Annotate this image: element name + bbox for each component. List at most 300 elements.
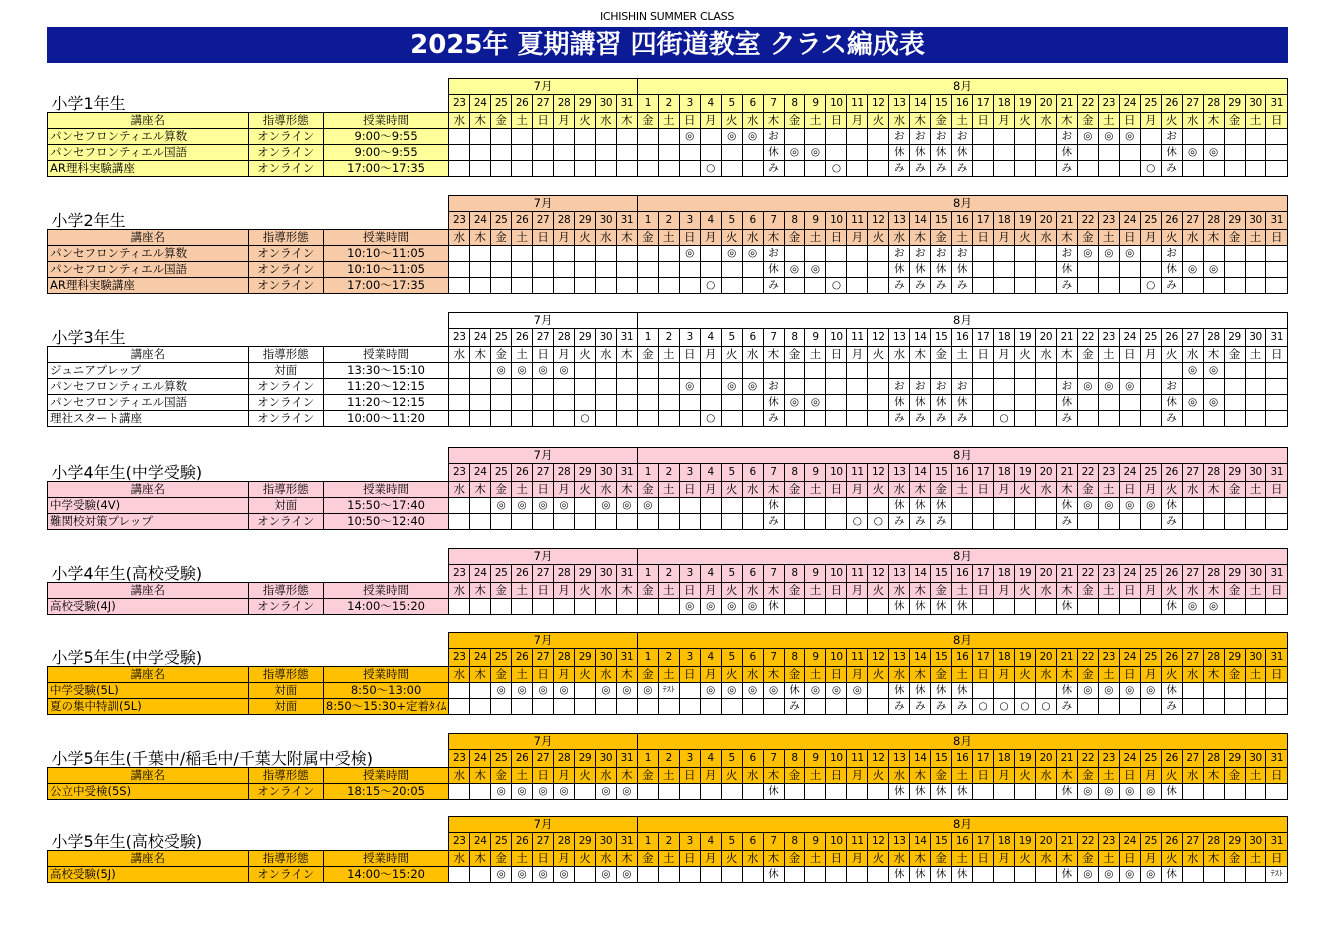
schedule-mark-cell bbox=[1224, 682, 1245, 698]
header-course: 講座名 bbox=[48, 112, 249, 128]
schedule-mark-cell bbox=[595, 394, 616, 410]
schedule-section bbox=[47, 733, 1289, 800]
weekday-cell: 月 bbox=[554, 112, 575, 128]
date-cell: 19 bbox=[1015, 464, 1036, 482]
date-cell: 27 bbox=[1182, 833, 1203, 851]
schedule-mark-cell bbox=[512, 513, 533, 529]
schedule-mark-cell bbox=[1245, 410, 1266, 426]
schedule-mark-cell bbox=[784, 160, 805, 176]
date-cell: 29 bbox=[1224, 212, 1245, 230]
date-cell: 9 bbox=[805, 95, 826, 113]
schedule-mark-cell: ◎ bbox=[554, 866, 575, 882]
schedule-mark-cell bbox=[805, 277, 826, 293]
date-cell: 11 bbox=[847, 464, 868, 482]
schedule-mark-cell: み bbox=[763, 513, 784, 529]
schedule-mark-cell bbox=[700, 261, 721, 277]
schedule-mark-cell bbox=[1245, 261, 1266, 277]
date-cell: 26 bbox=[512, 95, 533, 113]
schedule-mark-cell bbox=[784, 378, 805, 394]
date-cell: 15 bbox=[931, 565, 952, 583]
schedule-mark-cell bbox=[1224, 378, 1245, 394]
schedule-mark-cell bbox=[742, 144, 763, 160]
weekday-cell: 金 bbox=[784, 346, 805, 362]
schedule-mark-cell bbox=[1035, 783, 1056, 799]
schedule-mark-cell: 休 bbox=[1161, 598, 1182, 614]
schedule-mark-cell bbox=[805, 128, 826, 144]
date-cell: 31 bbox=[1266, 212, 1288, 230]
weekday-cell: 月 bbox=[1140, 767, 1161, 783]
date-cell: 8 bbox=[784, 329, 805, 347]
schedule-mark-cell: 休 bbox=[952, 144, 973, 160]
schedule-mark-cell: ◎ bbox=[554, 783, 575, 799]
date-cell: 22 bbox=[1077, 95, 1098, 113]
weekday-cell: 木 bbox=[616, 112, 637, 128]
weekday-cell: 木 bbox=[470, 850, 491, 866]
weekday-cell: 日 bbox=[826, 666, 847, 682]
schedule-mark-cell: お bbox=[889, 128, 910, 144]
schedule-mark-cell bbox=[1098, 277, 1119, 293]
schedule-mark-cell bbox=[826, 698, 847, 714]
schedule-mark-cell bbox=[470, 598, 491, 614]
schedule-mark-cell: ◎ bbox=[1077, 245, 1098, 261]
weekday-cell: 日 bbox=[533, 481, 554, 497]
weekday-cell: 火 bbox=[1015, 582, 1036, 598]
schedule-mark-cell bbox=[973, 160, 994, 176]
schedule-mark-cell bbox=[763, 362, 784, 378]
schedule-mark-cell: み bbox=[889, 410, 910, 426]
date-cell: 15 bbox=[931, 649, 952, 667]
spacer bbox=[48, 448, 449, 464]
schedule-mark-cell bbox=[658, 394, 679, 410]
course-mode: オンライン bbox=[248, 261, 323, 277]
schedule-mark-cell bbox=[1015, 394, 1036, 410]
weekday-cell: 月 bbox=[994, 229, 1015, 245]
schedule-mark-cell bbox=[784, 783, 805, 799]
schedule-mark-cell bbox=[491, 598, 512, 614]
course-mode: オンライン bbox=[248, 410, 323, 426]
date-cell: 31 bbox=[1266, 464, 1288, 482]
schedule-mark-cell: ◎ bbox=[742, 378, 763, 394]
schedule-mark-cell: ◎ bbox=[742, 128, 763, 144]
schedule-mark-cell bbox=[1266, 362, 1288, 378]
schedule-mark-cell: ◎ bbox=[1182, 598, 1203, 614]
weekday-cell: 土 bbox=[1098, 229, 1119, 245]
schedule-mark-cell bbox=[1119, 261, 1140, 277]
schedule-mark-cell bbox=[1035, 598, 1056, 614]
schedule-mark-cell: み bbox=[910, 277, 931, 293]
schedule-mark-cell bbox=[554, 245, 575, 261]
schedule-mark-cell bbox=[595, 261, 616, 277]
course-row bbox=[48, 866, 1288, 882]
schedule-mark-cell bbox=[637, 698, 658, 714]
weekday-cell: 金 bbox=[1224, 850, 1245, 866]
schedule-mark-cell bbox=[470, 128, 491, 144]
weekday-cell: 金 bbox=[931, 582, 952, 598]
date-cell: 1 bbox=[637, 750, 658, 768]
schedule-mark-cell: ◎ bbox=[679, 128, 700, 144]
date-cell: 3 bbox=[679, 329, 700, 347]
course-time: 10:10～11:05 bbox=[323, 245, 448, 261]
date-cell: 31 bbox=[1266, 750, 1288, 768]
date-cell: 5 bbox=[721, 565, 742, 583]
schedule-mark-cell bbox=[994, 128, 1015, 144]
date-cell: 8 bbox=[784, 212, 805, 230]
schedule-mark-cell bbox=[1077, 277, 1098, 293]
weekday-cell: 金 bbox=[931, 666, 952, 682]
spacer bbox=[48, 817, 449, 833]
weekday-cell: 火 bbox=[721, 666, 742, 682]
schedule-mark-cell bbox=[1098, 394, 1119, 410]
schedule-mark-cell bbox=[721, 362, 742, 378]
date-cell: 24 bbox=[1119, 212, 1140, 230]
weekday-cell: 金 bbox=[637, 481, 658, 497]
schedule-mark-cell: 休 bbox=[910, 394, 931, 410]
weekday-cell: 金 bbox=[1077, 666, 1098, 682]
schedule-mark-cell: ◎ bbox=[554, 682, 575, 698]
course-row bbox=[48, 682, 1288, 698]
schedule-mark-cell bbox=[533, 160, 554, 176]
date-cell: 7 bbox=[763, 649, 784, 667]
weekday-cell: 木 bbox=[1056, 767, 1077, 783]
weekday-cell: 木 bbox=[1056, 346, 1077, 362]
date-cell: 16 bbox=[952, 212, 973, 230]
schedule-mark-cell bbox=[994, 783, 1015, 799]
schedule-mark-cell bbox=[700, 378, 721, 394]
date-cell: 15 bbox=[931, 95, 952, 113]
schedule-mark-cell: ◎ bbox=[491, 682, 512, 698]
weekday-cell: 木 bbox=[470, 346, 491, 362]
schedule-mark-cell bbox=[1203, 128, 1224, 144]
course-row bbox=[48, 394, 1288, 410]
schedule-mark-cell: ◎ bbox=[616, 497, 637, 513]
schedule-mark-cell bbox=[952, 362, 973, 378]
date-cell: 31 bbox=[1266, 833, 1288, 851]
schedule-mark-cell: お bbox=[889, 245, 910, 261]
schedule-mark-cell bbox=[1224, 245, 1245, 261]
weekday-cell: 土 bbox=[658, 850, 679, 866]
course-mode: オンライン bbox=[248, 866, 323, 882]
course-time: 9:00～9:55 bbox=[323, 144, 448, 160]
schedule-mark-cell bbox=[575, 245, 596, 261]
date-cell: 28 bbox=[554, 329, 575, 347]
schedule-mark-cell bbox=[470, 698, 491, 714]
schedule-mark-cell bbox=[1245, 783, 1266, 799]
course-row bbox=[48, 160, 1288, 176]
schedule-mark-cell bbox=[868, 866, 889, 882]
schedule-mark-cell bbox=[805, 783, 826, 799]
schedule-mark-cell bbox=[491, 394, 512, 410]
date-cell: 27 bbox=[533, 464, 554, 482]
course-mode: オンライン bbox=[248, 378, 323, 394]
schedule-mark-cell bbox=[826, 497, 847, 513]
date-cell: 26 bbox=[512, 649, 533, 667]
schedule-mark-cell bbox=[616, 128, 637, 144]
date-cell: 9 bbox=[805, 212, 826, 230]
weekday-cell: 日 bbox=[1266, 346, 1288, 362]
schedule-mark-cell: 休 bbox=[889, 598, 910, 614]
schedule-mark-cell bbox=[1203, 378, 1224, 394]
date-cell: 20 bbox=[1035, 212, 1056, 230]
date-cell: 14 bbox=[910, 95, 931, 113]
weekday-cell: 日 bbox=[826, 346, 847, 362]
date-cell: 29 bbox=[1224, 833, 1245, 851]
weekday-cell: 土 bbox=[658, 229, 679, 245]
schedule-mark-cell bbox=[847, 497, 868, 513]
weekday-cell: 木 bbox=[616, 850, 637, 866]
date-cell: 27 bbox=[533, 833, 554, 851]
date-cell: 28 bbox=[1203, 212, 1224, 230]
schedule-mark-cell: ◎ bbox=[742, 682, 763, 698]
schedule-mark-cell bbox=[868, 698, 889, 714]
weekday-cell: 火 bbox=[868, 666, 889, 682]
schedule-mark-cell bbox=[868, 160, 889, 176]
schedule-mark-cell bbox=[575, 128, 596, 144]
date-cell: 24 bbox=[470, 212, 491, 230]
header-course: 講座名 bbox=[48, 582, 249, 598]
schedule-mark-cell bbox=[1245, 394, 1266, 410]
course-time: 10:10～11:05 bbox=[323, 261, 448, 277]
schedule-mark-cell bbox=[826, 513, 847, 529]
schedule-mark-cell: ◎ bbox=[533, 783, 554, 799]
date-cell: 13 bbox=[889, 329, 910, 347]
weekday-cell: 水 bbox=[889, 481, 910, 497]
schedule-mark-cell bbox=[868, 362, 889, 378]
weekday-cell: 木 bbox=[763, 112, 784, 128]
date-cell: 8 bbox=[784, 95, 805, 113]
date-cell: 22 bbox=[1077, 649, 1098, 667]
date-cell: 8 bbox=[784, 649, 805, 667]
weekday-cell: 火 bbox=[575, 481, 596, 497]
schedule-mark-cell bbox=[805, 410, 826, 426]
schedule-mark-cell bbox=[847, 698, 868, 714]
weekday-cell: 木 bbox=[1203, 767, 1224, 783]
schedule-mark-cell: 休 bbox=[931, 598, 952, 614]
weekday-cell: 水 bbox=[742, 229, 763, 245]
schedule-mark-cell bbox=[1224, 261, 1245, 277]
weekday-cell: 木 bbox=[1056, 850, 1077, 866]
weekday-cell: 金 bbox=[784, 850, 805, 866]
header-mode: 指導形態 bbox=[248, 229, 323, 245]
schedule-mark-cell bbox=[470, 394, 491, 410]
weekday-cell: 火 bbox=[868, 346, 889, 362]
schedule-mark-cell bbox=[1266, 698, 1288, 714]
header-course: 講座名 bbox=[48, 767, 249, 783]
schedule-mark-cell bbox=[1015, 160, 1036, 176]
weekday-cell: 木 bbox=[763, 666, 784, 682]
schedule-mark-cell bbox=[1266, 682, 1288, 698]
weekday-cell: 日 bbox=[973, 850, 994, 866]
schedule-mark-cell: ○ bbox=[1140, 277, 1161, 293]
schedule-mark-cell bbox=[1245, 128, 1266, 144]
schedule-mark-cell: お bbox=[1161, 378, 1182, 394]
weekday-cell: 水 bbox=[449, 850, 470, 866]
schedule-mark-cell: ◎ bbox=[1098, 783, 1119, 799]
date-cell: 31 bbox=[616, 212, 637, 230]
date-cell: 23 bbox=[449, 95, 470, 113]
course-name: 理社スタート講座 bbox=[48, 410, 249, 426]
schedule-mark-cell bbox=[637, 261, 658, 277]
date-cell: 17 bbox=[973, 565, 994, 583]
date-cell: 13 bbox=[889, 464, 910, 482]
date-cell: 25 bbox=[1140, 833, 1161, 851]
weekday-cell: 火 bbox=[1161, 850, 1182, 866]
schedule-mark-cell: み bbox=[1056, 410, 1077, 426]
date-cell: 26 bbox=[1161, 95, 1182, 113]
weekday-cell: 土 bbox=[1245, 346, 1266, 362]
schedule-mark-cell bbox=[470, 362, 491, 378]
course-mode: オンライン bbox=[248, 245, 323, 261]
schedule-section bbox=[47, 195, 1289, 294]
schedule-mark-cell: ◎ bbox=[533, 362, 554, 378]
weekday-cell: 日 bbox=[826, 112, 847, 128]
header-time: 授業時間 bbox=[323, 481, 448, 497]
schedule-mark-cell bbox=[721, 144, 742, 160]
schedule-mark-cell bbox=[973, 783, 994, 799]
schedule-mark-cell bbox=[679, 362, 700, 378]
schedule-mark-cell: ◎ bbox=[637, 497, 658, 513]
course-time: 11:20～12:15 bbox=[323, 378, 448, 394]
date-cell: 4 bbox=[700, 95, 721, 113]
weekday-cell: 土 bbox=[512, 850, 533, 866]
schedule-mark-cell: ◎ bbox=[595, 783, 616, 799]
schedule-mark-cell bbox=[1140, 144, 1161, 160]
schedule-mark-cell bbox=[994, 245, 1015, 261]
weekday-cell: 火 bbox=[868, 229, 889, 245]
schedule-mark-cell: 休 bbox=[952, 394, 973, 410]
schedule-mark-cell: 休 bbox=[1161, 497, 1182, 513]
schedule-mark-cell: ◎ bbox=[1203, 362, 1224, 378]
schedule-mark-cell bbox=[575, 144, 596, 160]
course-mode: 対面 bbox=[248, 497, 323, 513]
weekday-cell: 火 bbox=[1015, 666, 1036, 682]
date-cell: 24 bbox=[470, 464, 491, 482]
weekday-cell: 金 bbox=[491, 767, 512, 783]
weekday-cell: 金 bbox=[1224, 481, 1245, 497]
schedule-mark-cell bbox=[952, 513, 973, 529]
date-cell: 23 bbox=[449, 464, 470, 482]
course-row bbox=[48, 362, 1288, 378]
weekday-cell: 火 bbox=[1161, 112, 1182, 128]
weekday-cell: 水 bbox=[449, 481, 470, 497]
weekday-cell: 土 bbox=[1245, 850, 1266, 866]
date-cell: 14 bbox=[910, 649, 931, 667]
page-title: 2025年 夏期講習 四街道教室 クラス編成表 bbox=[47, 27, 1288, 63]
schedule-mark-cell bbox=[658, 362, 679, 378]
schedule-mark-cell: ◎ bbox=[512, 682, 533, 698]
date-cell: 20 bbox=[1035, 95, 1056, 113]
date-cell: 23 bbox=[1098, 833, 1119, 851]
date-cell: 25 bbox=[491, 649, 512, 667]
date-cell: 18 bbox=[994, 565, 1015, 583]
date-cell: 13 bbox=[889, 212, 910, 230]
course-mode: 対面 bbox=[248, 682, 323, 698]
weekday-cell: 水 bbox=[1035, 481, 1056, 497]
date-cell: 9 bbox=[805, 649, 826, 667]
weekday-cell: 火 bbox=[575, 229, 596, 245]
weekday-cell: 金 bbox=[491, 112, 512, 128]
date-cell: 3 bbox=[679, 565, 700, 583]
date-cell: 16 bbox=[952, 329, 973, 347]
schedule-mark-cell: ◎ bbox=[1119, 497, 1140, 513]
section-title: 小学3年生 bbox=[51, 328, 126, 346]
schedule-mark-cell bbox=[1035, 513, 1056, 529]
course-row bbox=[48, 598, 1288, 614]
schedule-mark-cell bbox=[1203, 497, 1224, 513]
month-august: 8月 bbox=[637, 313, 1287, 329]
schedule-mark-cell bbox=[847, 245, 868, 261]
date-cell: 31 bbox=[616, 329, 637, 347]
schedule-mark-cell bbox=[679, 261, 700, 277]
schedule-mark-cell bbox=[889, 362, 910, 378]
date-cell: 2 bbox=[658, 833, 679, 851]
header-mode: 指導形態 bbox=[248, 582, 323, 598]
schedule-mark-cell bbox=[1035, 410, 1056, 426]
date-cell: 31 bbox=[616, 565, 637, 583]
course-row bbox=[48, 144, 1288, 160]
schedule-mark-cell: ◎ bbox=[1077, 497, 1098, 513]
weekday-cell: 金 bbox=[491, 346, 512, 362]
date-cell: 30 bbox=[595, 565, 616, 583]
schedule-mark-cell: ◎ bbox=[826, 682, 847, 698]
schedule-mark-cell bbox=[575, 160, 596, 176]
schedule-mark-cell bbox=[805, 160, 826, 176]
date-cell: 17 bbox=[973, 329, 994, 347]
schedule-mark-cell bbox=[533, 598, 554, 614]
schedule-mark-cell bbox=[616, 261, 637, 277]
schedule-mark-cell bbox=[637, 513, 658, 529]
weekday-cell: 金 bbox=[784, 229, 805, 245]
weekday-cell: 水 bbox=[1182, 850, 1203, 866]
schedule-mark-cell bbox=[616, 160, 637, 176]
weekday-cell: 水 bbox=[742, 346, 763, 362]
course-mode: 対面 bbox=[248, 362, 323, 378]
schedule-mark-cell bbox=[1098, 698, 1119, 714]
schedule-mark-cell bbox=[616, 277, 637, 293]
schedule-mark-cell bbox=[1140, 362, 1161, 378]
schedule-mark-cell: お bbox=[763, 128, 784, 144]
course-row bbox=[48, 128, 1288, 144]
schedule-mark-cell: ◎ bbox=[721, 378, 742, 394]
weekday-cell: 月 bbox=[1140, 582, 1161, 598]
date-cell: 24 bbox=[1119, 750, 1140, 768]
weekday-cell: 木 bbox=[1056, 229, 1077, 245]
schedule-mark-cell: ◎ bbox=[700, 598, 721, 614]
date-cell: 26 bbox=[512, 565, 533, 583]
weekday-cell: 土 bbox=[1245, 481, 1266, 497]
date-cell: 18 bbox=[994, 833, 1015, 851]
schedule-mark-cell bbox=[700, 362, 721, 378]
schedule-mark-cell bbox=[637, 362, 658, 378]
date-cell: 30 bbox=[1245, 565, 1266, 583]
schedule-mark-cell bbox=[512, 410, 533, 426]
schedule-mark-cell bbox=[1140, 513, 1161, 529]
date-cell: 5 bbox=[721, 329, 742, 347]
schedule-mark-cell bbox=[1266, 128, 1288, 144]
date-cell: 12 bbox=[868, 329, 889, 347]
weekday-cell: 月 bbox=[847, 346, 868, 362]
schedule-table bbox=[47, 312, 1288, 427]
weekday-cell: 日 bbox=[1266, 850, 1288, 866]
weekday-cell: 月 bbox=[1140, 112, 1161, 128]
weekday-cell: 水 bbox=[1035, 767, 1056, 783]
schedule-mark-cell bbox=[1266, 144, 1288, 160]
weekday-cell: 木 bbox=[910, 481, 931, 497]
schedule-mark-cell: 休 bbox=[931, 783, 952, 799]
schedule-mark-cell bbox=[1140, 394, 1161, 410]
schedule-mark-cell: ◎ bbox=[847, 682, 868, 698]
schedule-section bbox=[47, 816, 1289, 883]
schedule-mark-cell bbox=[1182, 160, 1203, 176]
